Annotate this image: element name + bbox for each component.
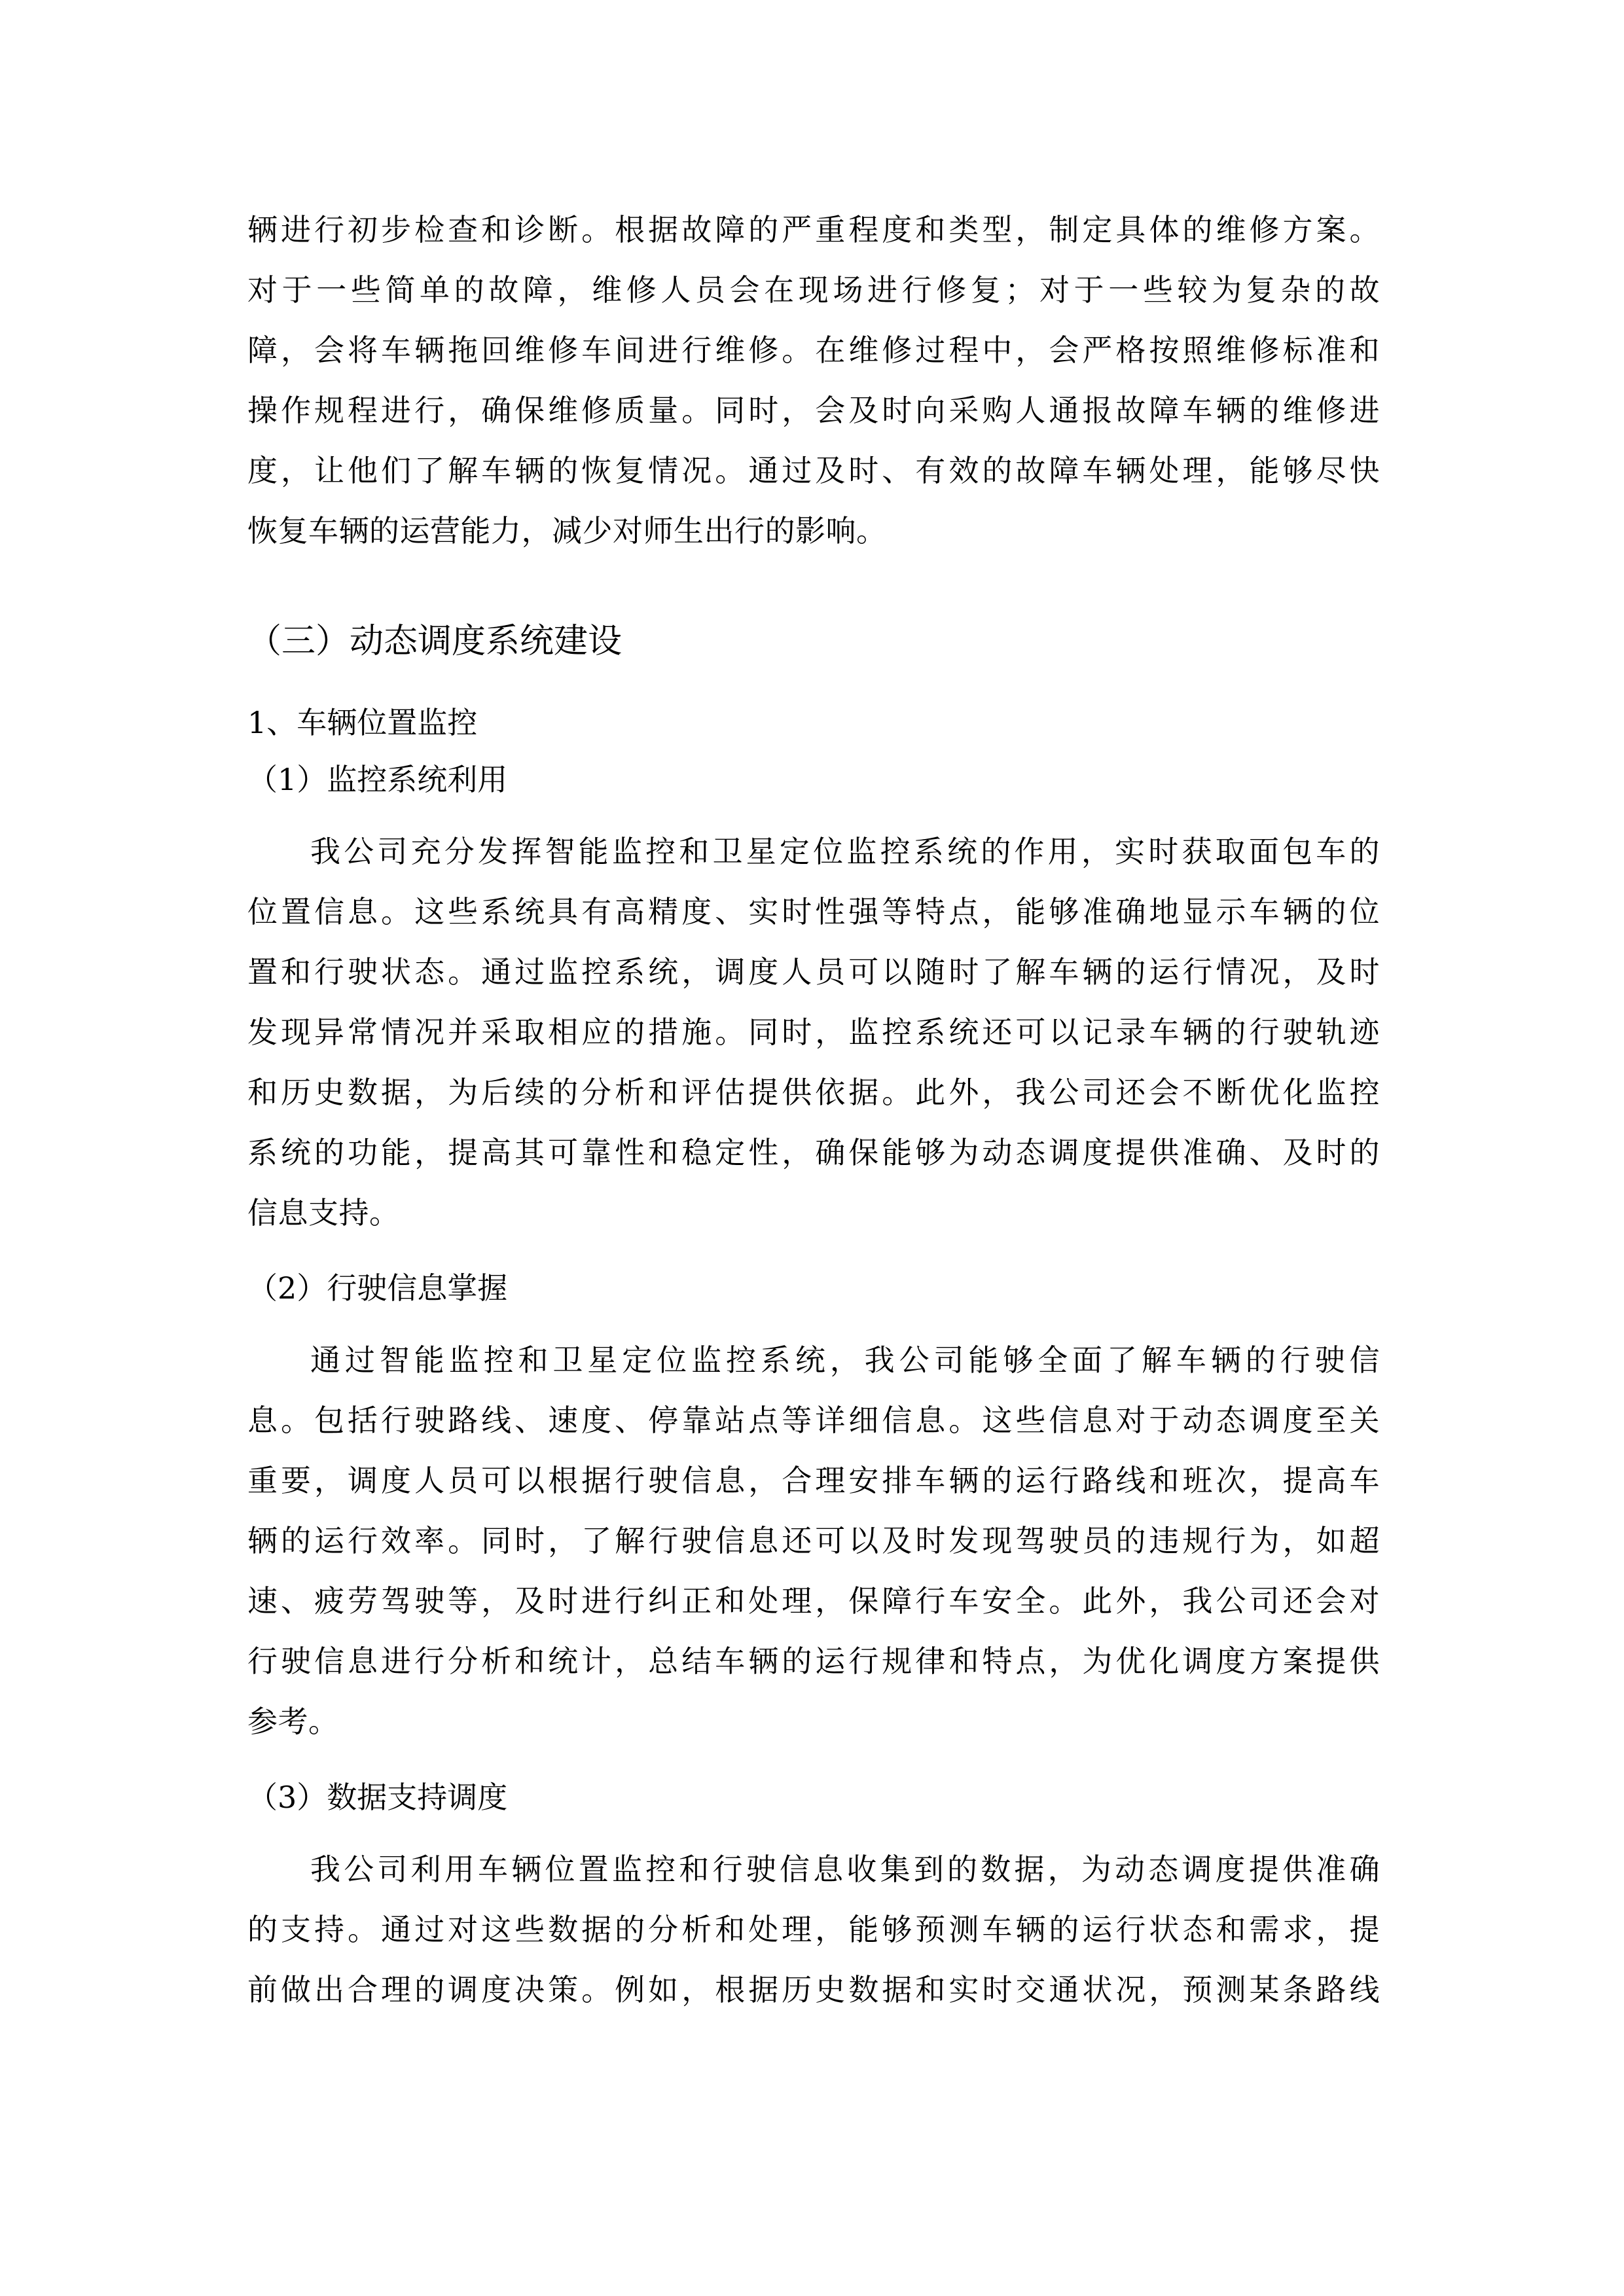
paragraph-line: 位置信息。这些系统具有高精度、实时性强等特点，能够准确地显示车辆的位	[247, 894, 1380, 929]
paragraph-line: 行驶信息进行分析和统计，总结车辆的运行规律和特点，为优化调度方案提供	[247, 1643, 1380, 1679]
paragraph-line: 重要，调度人员可以根据行驶信息，合理安排车辆的运行路线和班次，提高车	[247, 1463, 1380, 1498]
paragraph-line: 辆的运行效率。同时，了解行驶信息还可以及时发现驾驶员的违规行为，如超	[247, 1523, 1380, 1558]
paragraph-line: 前做出合理的调度决策。例如，根据历史数据和实时交通状况，预测某条路线	[247, 1972, 1380, 2007]
item-heading: （3）数据支持调度	[247, 1780, 508, 1815]
paragraph-line: 操作规程进行，确保维修质量。同时，会及时向采购人通报故障车辆的维修进	[247, 393, 1380, 428]
paragraph-line: 系统的功能，提高其可靠性和稳定性，确保能够为动态调度提供准确、及时的	[247, 1135, 1380, 1170]
paragraph-line: 对于一些简单的故障，维修人员会在现场进行修复；对于一些较为复杂的故	[247, 272, 1380, 308]
paragraph-line: 我公司充分发挥智能监控和卫星定位监控系统的作用，实时获取面包车的	[310, 834, 1380, 869]
paragraph-line: 通过智能监控和卫星定位监控系统，我公司能够全面了解车辆的行驶信	[310, 1342, 1380, 1378]
paragraph-line: 信息支持。	[247, 1195, 400, 1230]
section-heading: （三）动态调度系统建设	[247, 622, 623, 661]
paragraph-line: 速、疲劳驾驶等，及时进行纠正和处理，保障行车安全。此外，我公司还会对	[247, 1583, 1380, 1619]
item-heading: （1）监控系统利用	[247, 762, 508, 797]
paragraph-line: 发现异常情况并采取相应的措施。同时，监控系统还可以记录车辆的行驶轨迹	[247, 1014, 1380, 1050]
paragraph-line: 度，让他们了解车辆的恢复情况。通过及时、有效的故障车辆处理，能够尽快	[247, 453, 1380, 488]
subsection-heading: 1、车辆位置监控	[247, 705, 478, 740]
paragraph-line: 恢复车辆的运营能力，减少对师生出行的影响。	[247, 513, 887, 548]
paragraph-line: 和历史数据，为后续的分析和评估提供依据。此外，我公司还会不断优化监控	[247, 1075, 1380, 1110]
paragraph-line: 的支持。通过对这些数据的分析和处理，能够预测车辆的运行状态和需求，提	[247, 1912, 1380, 1947]
paragraph-line: 障，会将车辆拖回维修车间进行维修。在维修过程中，会严格按照维修标准和	[247, 332, 1380, 368]
paragraph-line: 置和行驶状态。通过监控系统，调度人员可以随时了解车辆的运行情况，及时	[247, 954, 1380, 990]
item-heading: （2）行驶信息掌握	[247, 1270, 508, 1306]
paragraph-line: 息。包括行驶路线、速度、停靠站点等详细信息。这些信息对于动态调度至关	[247, 1403, 1380, 1438]
paragraph-line: 辆进行初步检查和诊断。根据故障的严重程度和类型，制定具体的维修方案。	[247, 212, 1380, 247]
paragraph-line: 参考。	[247, 1704, 339, 1739]
paragraph-line: 我公司利用车辆位置监控和行驶信息收集到的数据，为动态调度提供准确	[310, 1852, 1380, 1887]
